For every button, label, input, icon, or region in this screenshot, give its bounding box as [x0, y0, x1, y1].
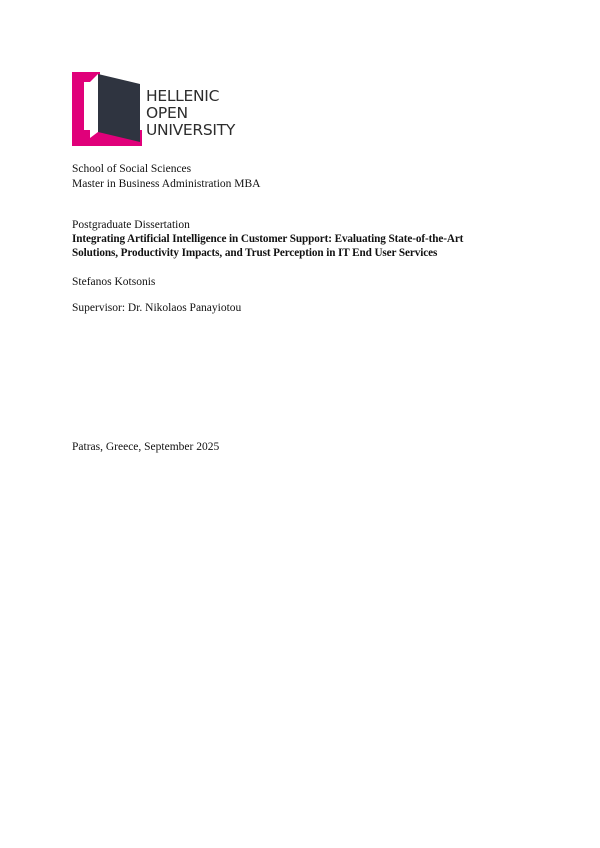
- university-logo: [72, 72, 242, 146]
- logo-line-2: OPEN: [146, 104, 188, 122]
- document-type: Postgraduate Dissertation: [72, 219, 190, 231]
- dissertation-title-line-1: Integrating Artificial Intelligence in Customer Support: Evaluating State-of-the-Art: [72, 233, 464, 245]
- author-name: Stefanos Kotsonis: [72, 276, 156, 288]
- supervisor-line: Supervisor: Dr. Nikolaos Panayiotou: [72, 302, 242, 314]
- dissertation-title-line-2: Solutions, Productivity Impacts, and Trust Perception in IT End User Services: [72, 247, 438, 259]
- logo-mark-icon: [72, 72, 142, 146]
- place-and-date: Patras, Greece, September 2025: [72, 441, 220, 453]
- logo-wordmark: [146, 88, 235, 139]
- logo-line-3: UNIVERSITY: [146, 121, 236, 139]
- logo-line-1: HELLENIC: [146, 87, 220, 105]
- school-name: School of Social Sciences: [72, 163, 192, 175]
- program-name: Master in Business Administration MBA: [72, 178, 261, 190]
